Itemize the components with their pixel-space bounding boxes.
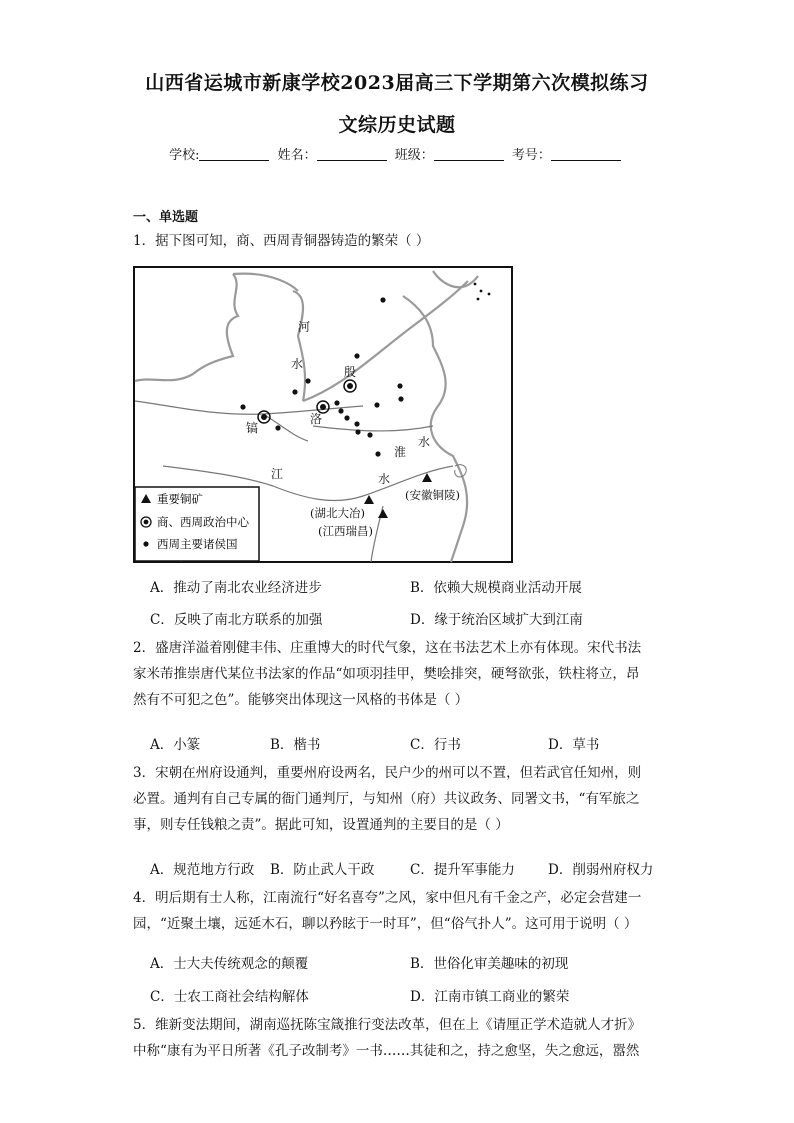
- q3-option-c[interactable]: C．提升军事能力: [410, 862, 515, 878]
- q1-option-b[interactable]: B．依赖大规模商业活动开展: [410, 580, 582, 596]
- vassal-dot: [354, 421, 359, 426]
- luo-center-dot: [320, 404, 326, 410]
- vassal-dot: [240, 404, 245, 409]
- q4-option-a[interactable]: A．士大夫传统观念的颠覆: [150, 956, 309, 972]
- vassal-dot: [375, 451, 380, 456]
- vassal-dot: [397, 383, 402, 388]
- island-dot: [488, 293, 491, 296]
- q3-option-a[interactable]: A．规范地方行政: [150, 862, 255, 878]
- label-huai: 淮: [394, 445, 407, 459]
- label-he: 河: [298, 320, 311, 334]
- yin-center-dot: [347, 383, 353, 389]
- bronze-map: [133, 266, 513, 563]
- question-5-stem: [133, 1012, 663, 1064]
- class-blank[interactable]: [434, 147, 504, 161]
- map-legend: [135, 487, 259, 561]
- vassal-dot: [338, 408, 343, 413]
- island-dot: [480, 290, 483, 293]
- school-blank[interactable]: [199, 147, 269, 161]
- label-anhui: (安徽铜陵): [405, 488, 460, 502]
- label-shui3: 水: [378, 472, 391, 486]
- q5-line: 中称“康有为平日所著《孔子改制考》一书……其徒和之，持之愈坚，失之愈远，嚣然: [133, 1043, 640, 1059]
- label-luo: 洛: [310, 412, 323, 426]
- q4-option-b[interactable]: B．世俗化审美趣味的初现: [410, 956, 569, 972]
- question-4-stem: [133, 885, 663, 937]
- q2-option-a[interactable]: A．小篆: [150, 737, 201, 753]
- exam-no-blank[interactable]: [551, 147, 621, 161]
- vassal-dot: [398, 396, 403, 401]
- vassal-dot: [354, 353, 359, 358]
- legend-center-dot: [144, 520, 149, 525]
- q3-line: 3．宋朝在州府设通判，重要州府设两名，民户少的州可以不置，但若武官任知州，则: [133, 765, 642, 781]
- q4-line: 4．明后期有士人称，江南流行“好名喜夸”之风，家中但凡有千金之产，必定会营建一: [133, 890, 642, 906]
- vassal-dot: [344, 415, 349, 420]
- q4-option-c[interactable]: C．士农工商社会结构解体: [150, 989, 309, 1005]
- section-heading: 一、单选题: [133, 210, 199, 225]
- student-info-row: [0, 144, 794, 163]
- label-shui1: 水: [291, 357, 304, 371]
- vassal-dot: [380, 297, 385, 302]
- island-dot: [474, 283, 477, 286]
- label-shui2: 水: [418, 435, 431, 449]
- q1-option-a[interactable]: A．推动了南北农业经济进步: [150, 580, 322, 596]
- class-label: 班级：: [394, 148, 434, 163]
- q2-option-b[interactable]: B．楷书: [270, 737, 321, 753]
- q5-line: 5．维新变法期间，湖南巡抚陈宝箴推行变法改革，但在上《请厘正学术造就人才折》: [133, 1017, 642, 1033]
- label-yin: 殷: [344, 365, 357, 379]
- q2-option-c[interactable]: C．行书: [410, 737, 461, 753]
- legend-center-label: 商、西周政治中心: [157, 515, 249, 529]
- q3-line: 必置。通判有自己专属的衙门通判厅，与知州（府）共议政务、同署文书，“有军旅之: [133, 791, 640, 807]
- q2-option-d[interactable]: D．草书: [548, 737, 600, 753]
- label-jiang: 江: [271, 467, 284, 481]
- exam-subtitle: 文综历史试题: [338, 114, 456, 136]
- q2-line: 家米芾推崇唐代某位书法家的作品“如项羽挂甲，樊哙排突，硬弩欲张，铁柱将立，昂: [133, 666, 640, 682]
- label-jiangxi: (江西瑞昌): [318, 524, 373, 538]
- q3-option-b[interactable]: B．防止武人干政: [270, 862, 375, 878]
- vassal-dot: [374, 402, 379, 407]
- island-dot: [477, 298, 480, 301]
- question-2-stem: [133, 635, 663, 713]
- vassal-dot: [305, 378, 310, 383]
- name-label: 姓名：: [277, 148, 317, 163]
- exam-no-label: 考号：: [511, 148, 551, 163]
- hao-center-dot: [261, 414, 267, 420]
- school-label: 学校:: [169, 148, 200, 163]
- q4-option-d[interactable]: D．江南市镇工商业的繁荣: [410, 989, 570, 1005]
- legend-mine-label: 重要铜矿: [157, 492, 203, 506]
- legend-vassal-label: 西周主要诸侯国: [157, 537, 238, 551]
- vassal-dot: [292, 389, 297, 394]
- q2-line: 然有不可犯之色”。能够突出体现这一风格的书体是（ ）: [133, 692, 469, 708]
- legend-vassal-icon: [143, 541, 148, 546]
- q3-line: 事，则专任钱粮之责”。据此可知，设置通判的主要目的是（ ）: [133, 817, 509, 833]
- vassal-dot: [275, 425, 280, 430]
- q1-option-c[interactable]: C．反映了南北方联系的加强: [150, 612, 323, 628]
- label-hao: 镐: [246, 421, 259, 435]
- q1-option-d[interactable]: D．缘于统治区域扩大到江南: [410, 612, 583, 628]
- exam-title: 山西省运城市新康学校2023届高三下学期第六次模拟练习: [145, 72, 649, 94]
- vassal-dot: [334, 400, 339, 405]
- q2-line: 2．盛唐洋溢着刚健丰伟、庄重博大的时代气象，这在书法艺术上亦有体现。宋代书法: [133, 640, 642, 656]
- q3-option-d[interactable]: D．削弱州府权力: [548, 862, 654, 878]
- label-hubei: (湖北大冶): [310, 506, 365, 520]
- vassal-dot: [355, 429, 360, 434]
- question-3-stem: [133, 760, 663, 838]
- q4-line: 园，“近聚土壤，远延木石，聊以矜眩于一时耳”，但“俗气扑人”。这可用于说明（ ）: [133, 916, 638, 932]
- name-blank[interactable]: [317, 147, 387, 161]
- vassal-dot: [367, 432, 372, 437]
- question-1-stem: 1．据下图可知，商、西周青铜器铸造的繁荣（ ）: [133, 233, 430, 249]
